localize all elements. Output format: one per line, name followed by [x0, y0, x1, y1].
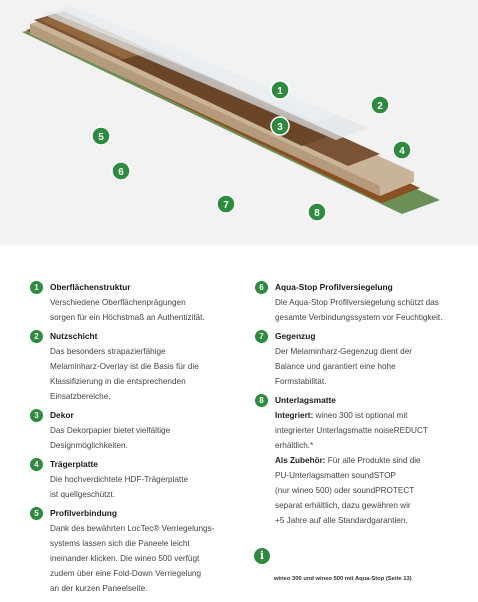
svg-text:1: 1 [277, 86, 283, 97]
svg-text:7: 7 [223, 200, 229, 211]
badge-number: 4 [30, 458, 43, 471]
legend-item-4 [30, 457, 240, 502]
legend-right-column [255, 280, 465, 532]
legend-item-5 [30, 506, 240, 596]
legend-desc-line [275, 513, 465, 528]
legend-desc-line: Das besonders strapazierfähige [50, 347, 166, 356]
badge-5 [92, 127, 110, 145]
legend-desc-line: Melaminharz-Overlay ist die Basis für die [50, 362, 199, 371]
badge-number: 2 [30, 330, 43, 343]
legend-desc-line: Klassifizierung in die entsprechenden [50, 377, 186, 386]
floor-layer-diagram [0, 0, 478, 245]
info-icon: i [254, 548, 270, 564]
legend-desc-line: sorgen für ein Höchstmaß an Authentizität. [50, 313, 205, 322]
desc-bold: Als Zubehör: [275, 456, 326, 465]
legend-desc-line [275, 408, 465, 423]
desc-bold: Integriert: [275, 411, 314, 420]
legend-desc-line: systems lassen sich die Paneele leicht [50, 539, 190, 548]
legend-desc-line [275, 498, 465, 513]
desc-text: Für alle Produkte sind die [325, 456, 421, 465]
legend-title: Oberflächenstruktur [50, 282, 131, 292]
svg-text:2: 2 [377, 101, 383, 112]
legend-desc-line: ist quellgeschützt. [50, 490, 116, 499]
legend-desc-line [275, 438, 465, 453]
desc-text: wineo 300 ist optional mit [313, 411, 408, 420]
badge-number: 7 [255, 330, 268, 343]
legend-desc-line: Balance und garantiert eine hohe [275, 362, 396, 371]
legend-desc-line: an der kurzen Paneelseite. [50, 584, 148, 593]
legend-item-3 [30, 408, 240, 453]
legend-title: Trägerplatte [50, 459, 98, 469]
legend-title: Gegenzug [275, 331, 316, 341]
badge-8 [308, 203, 326, 221]
legend-desc-line: Formstabilität. [275, 377, 327, 386]
legend-title: Unterlagsmatte [275, 395, 336, 405]
desc-text: PU-Unterlagsmatten soundSTOP [275, 471, 396, 480]
desc-text: integrierter Unterlagsmatte noiseREDUCT [275, 426, 428, 435]
legend-item-1 [30, 280, 240, 325]
desc-text: +5 Jahre auf alle Standardgarantien. [275, 516, 408, 525]
legend-desc-line [275, 423, 465, 438]
badge-3 [271, 117, 289, 135]
legend-item-8 [255, 393, 465, 528]
desc-text: (nur wineo 500) oder soundPROTECT [275, 486, 415, 495]
badge-4 [393, 141, 411, 159]
badge-number: 8 [255, 394, 268, 407]
legend-desc-line: Das Dekorpapier bietet vielfältige [50, 426, 171, 435]
svg-text:5: 5 [98, 132, 104, 143]
legend-desc-line: Dank des bewährten LocTec® Verriegelungs- [50, 524, 215, 533]
badge-number: 6 [255, 281, 268, 294]
info-note: wineo 300 und wineo 500 mit Aqua-Stop (Seite 13) [274, 576, 412, 582]
legend-desc-line: zudem über eine Fold-Down Verriegelung [50, 569, 202, 578]
legend-title: Dekor [50, 410, 74, 420]
badge-number: 3 [30, 409, 43, 422]
svg-text:8: 8 [314, 208, 320, 219]
legend-left-column [30, 280, 240, 600]
legend-desc-line: ineinander klicken. Die wineo 500 verfügt [50, 554, 200, 563]
legend-item-7 [255, 329, 465, 389]
legend-desc-line: gesamte Verbindungssystem vor Feuchtigkeit. [275, 313, 443, 322]
legend-desc-line [275, 453, 465, 468]
svg-text:3: 3 [277, 122, 283, 133]
legend-desc-line [275, 468, 465, 483]
legend-desc-line: Designmöglichkeiten. [50, 441, 128, 450]
badge-7 [217, 195, 235, 213]
legend-title: Nutzschicht [50, 331, 98, 341]
legend-title: Aqua-Stop Profilversiegelung [275, 282, 393, 292]
badge-1 [271, 81, 289, 99]
badge-2 [371, 96, 389, 114]
svg-text:4: 4 [399, 146, 405, 157]
legend-desc-line [275, 483, 465, 498]
legend-desc-line: Der Melaminharz-Gegenzug dient der [275, 347, 412, 356]
legend-item-2 [30, 329, 240, 404]
legend-item-6 [255, 280, 465, 325]
legend-desc-line: Die Aqua-Stop Profilversiegelung schützt das [275, 298, 439, 307]
badge-6 [112, 162, 130, 180]
desc-text: erhältlich.* [275, 441, 314, 450]
badge-number: 5 [30, 507, 43, 520]
svg-text:6: 6 [118, 167, 124, 178]
legend-desc-line: Einsatzbereiche. [50, 392, 111, 401]
desc-text: separat erhältlich, dazu gewähren wir [275, 501, 411, 510]
legend-desc-line: Die hochverdichtete HDF-Trägerplatte [50, 475, 189, 484]
badge-number: 1 [30, 281, 43, 294]
legend-desc-line: Verschiedene Oberflächenprägungen [50, 298, 186, 307]
legend-title: Profilverbindung [50, 508, 117, 518]
